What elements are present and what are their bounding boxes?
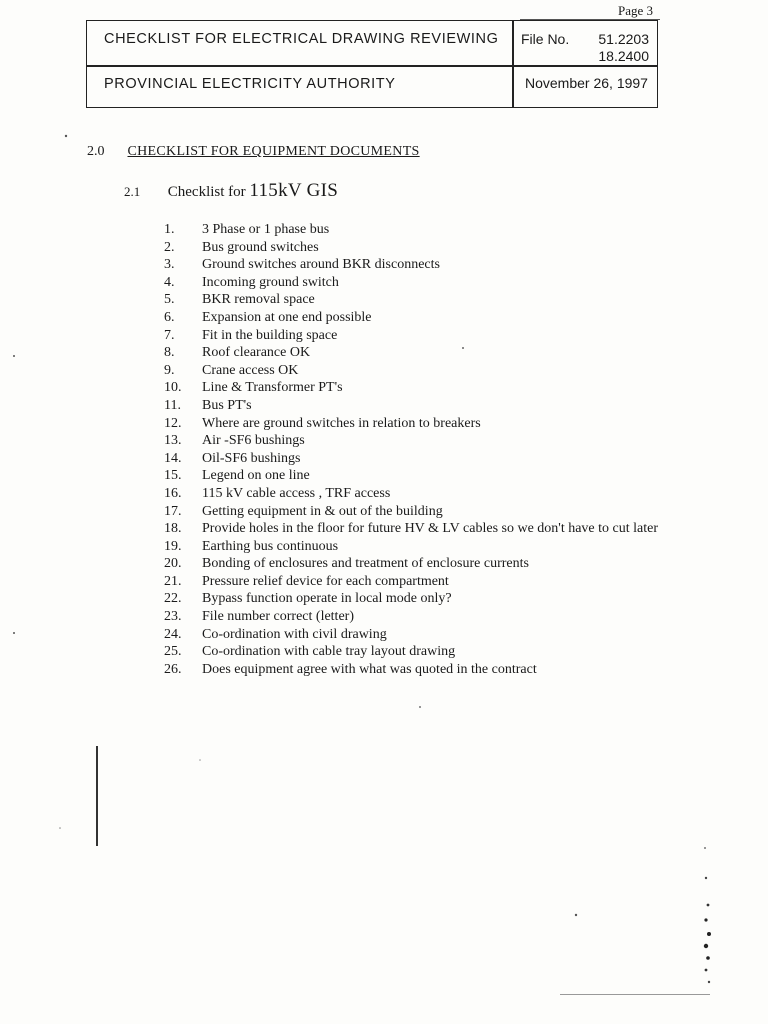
checklist-item-text: Getting equipment in & out of the building — [202, 503, 443, 519]
checklist-item-number: 24. — [164, 626, 182, 642]
checklist-item-number: 7. — [164, 327, 175, 343]
checklist-item-text: Bypass function operate in local mode only? — [202, 591, 452, 607]
margin-line — [96, 746, 98, 846]
checklist-item-text: File number correct (letter) — [202, 609, 354, 625]
checklist-item — [164, 274, 664, 292]
section-number: 2.0 — [87, 144, 105, 159]
checklist-item — [164, 362, 664, 380]
checklist-item — [164, 432, 664, 450]
checklist-item-text: Oil-SF6 bushings — [202, 450, 301, 466]
checklist-item-number: 22. — [164, 591, 182, 607]
checklist-item-number: 12. — [164, 415, 182, 431]
checklist-item — [164, 555, 664, 573]
checklist-item-text: Fit in the building space — [202, 327, 338, 343]
checklist-item — [164, 221, 664, 239]
checklist-item — [164, 573, 664, 591]
checklist-item-number: 20. — [164, 556, 182, 572]
checklist-item-number: 5. — [164, 292, 175, 308]
header-divider-horizontal — [87, 65, 657, 67]
authority-name: PROVINCIAL ELECTRICITY AUTHORITY — [104, 76, 396, 92]
header-divider-vertical — [512, 21, 514, 107]
checklist-item — [164, 344, 664, 362]
checklist-item-number: 18. — [164, 521, 182, 537]
bottom-rule — [560, 994, 710, 995]
page-number: Page 3 — [618, 3, 654, 18]
checklist-item-number: 26. — [164, 661, 182, 677]
checklist-item-number: 23. — [164, 609, 182, 625]
checklist-item-text: Earthing bus continuous — [202, 538, 339, 554]
checklist-item — [164, 256, 664, 274]
checklist-item-text: Legend on one line — [202, 468, 310, 484]
checklist-item — [164, 467, 664, 485]
checklist-item-text: Bus PT's — [202, 397, 252, 413]
document-date: November 26, 1997 — [525, 75, 648, 91]
checklist-item-text: Co-ordination with civil drawing — [202, 626, 387, 642]
checklist-item-number: 17. — [164, 503, 182, 519]
checklist-item-text: Roof clearance OK — [202, 345, 311, 361]
checklist-item-text: Line & Transformer PT's — [202, 380, 343, 396]
checklist-item — [164, 643, 664, 661]
checklist-item-number: 6. — [164, 309, 175, 325]
checklist-item-text: Bonding of enclosures and treatment of enclosure currents — [202, 556, 529, 572]
checklist-item — [164, 379, 664, 397]
file-number-label: File No. — [521, 31, 570, 47]
subsection-number: 2.1 — [124, 184, 141, 199]
checklist-item — [164, 538, 664, 556]
checklist-item-text: 3 Phase or 1 phase bus — [202, 222, 330, 237]
subsection-prefix: Checklist for — [167, 184, 246, 200]
checklist-item — [164, 485, 664, 503]
checklist-item-number: 1. — [164, 222, 175, 237]
checklist-item — [164, 397, 664, 415]
checklist-item — [164, 626, 664, 644]
checklist-item-number: 3. — [164, 257, 175, 273]
file-number-2: 18.2400 — [598, 48, 649, 64]
checklist-item-text: Crane access OK — [202, 362, 299, 378]
checklist-item-text: Co-ordination with cable tray layout drawing — [202, 644, 456, 660]
checklist-item-text: Expansion at one end possible — [202, 309, 372, 325]
checklist-item-text: Ground switches around BKR disconnects — [202, 257, 440, 273]
checklist-item-text: Pressure relief device for each compartment — [202, 573, 449, 589]
checklist-item-number: 9. — [164, 362, 175, 378]
file-number-values — [598, 31, 649, 65]
checklist-item-number: 13. — [164, 433, 182, 449]
checklist-item-number: 4. — [164, 274, 175, 290]
checklist-item-text: Air -SF6 bushings — [202, 433, 305, 449]
checklist-item-text: BKR removal space — [202, 292, 315, 308]
section-heading — [87, 144, 420, 160]
checklist-item — [164, 450, 664, 468]
subsection-subject: 115kV GIS — [249, 180, 339, 201]
file-number-1: 51.2203 — [598, 31, 649, 47]
subsection-heading — [124, 180, 338, 202]
checklist-item — [164, 520, 664, 538]
checklist-item-text: Bus ground switches — [202, 239, 319, 255]
checklist-item-number: 21. — [164, 573, 182, 589]
checklist-item-text: Does equipment agree with what was quoted in the contract — [202, 661, 537, 677]
section-title: CHECKLIST FOR EQUIPMENT DOCUMENTS — [127, 144, 420, 159]
checklist-item-number: 25. — [164, 644, 182, 660]
checklist — [164, 221, 664, 678]
checklist-item — [164, 590, 664, 608]
checklist-item-text: 115 kV cable access , TRF access — [202, 485, 391, 501]
checklist-item-number: 8. — [164, 345, 175, 361]
checklist-item-text: Provide holes in the floor for future HV & LV cables so we don't have to cut later — [202, 521, 658, 537]
checklist-item-number: 19. — [164, 538, 182, 554]
checklist-item — [164, 415, 664, 433]
checklist-item-number: 14. — [164, 450, 182, 466]
checklist-item-text: Where are ground switches in relation to breakers — [202, 415, 481, 431]
document-title: CHECKLIST FOR ELECTRICAL DRAWING REVIEWING — [104, 31, 499, 47]
checklist-item-number: 2. — [164, 239, 175, 255]
checklist-item-number: 11. — [164, 397, 181, 413]
checklist-item — [164, 503, 664, 521]
checklist-item — [164, 661, 664, 679]
checklist-item — [164, 327, 664, 345]
checklist-item — [164, 291, 664, 309]
checklist-item — [164, 239, 664, 257]
checklist-item-number: 16. — [164, 485, 182, 501]
header-table — [86, 20, 658, 108]
checklist-item-text: Incoming ground switch — [202, 274, 339, 290]
checklist-item — [164, 309, 664, 327]
checklist-item — [164, 608, 664, 626]
checklist-item-number: 10. — [164, 380, 182, 396]
checklist-item-number: 15. — [164, 468, 182, 484]
